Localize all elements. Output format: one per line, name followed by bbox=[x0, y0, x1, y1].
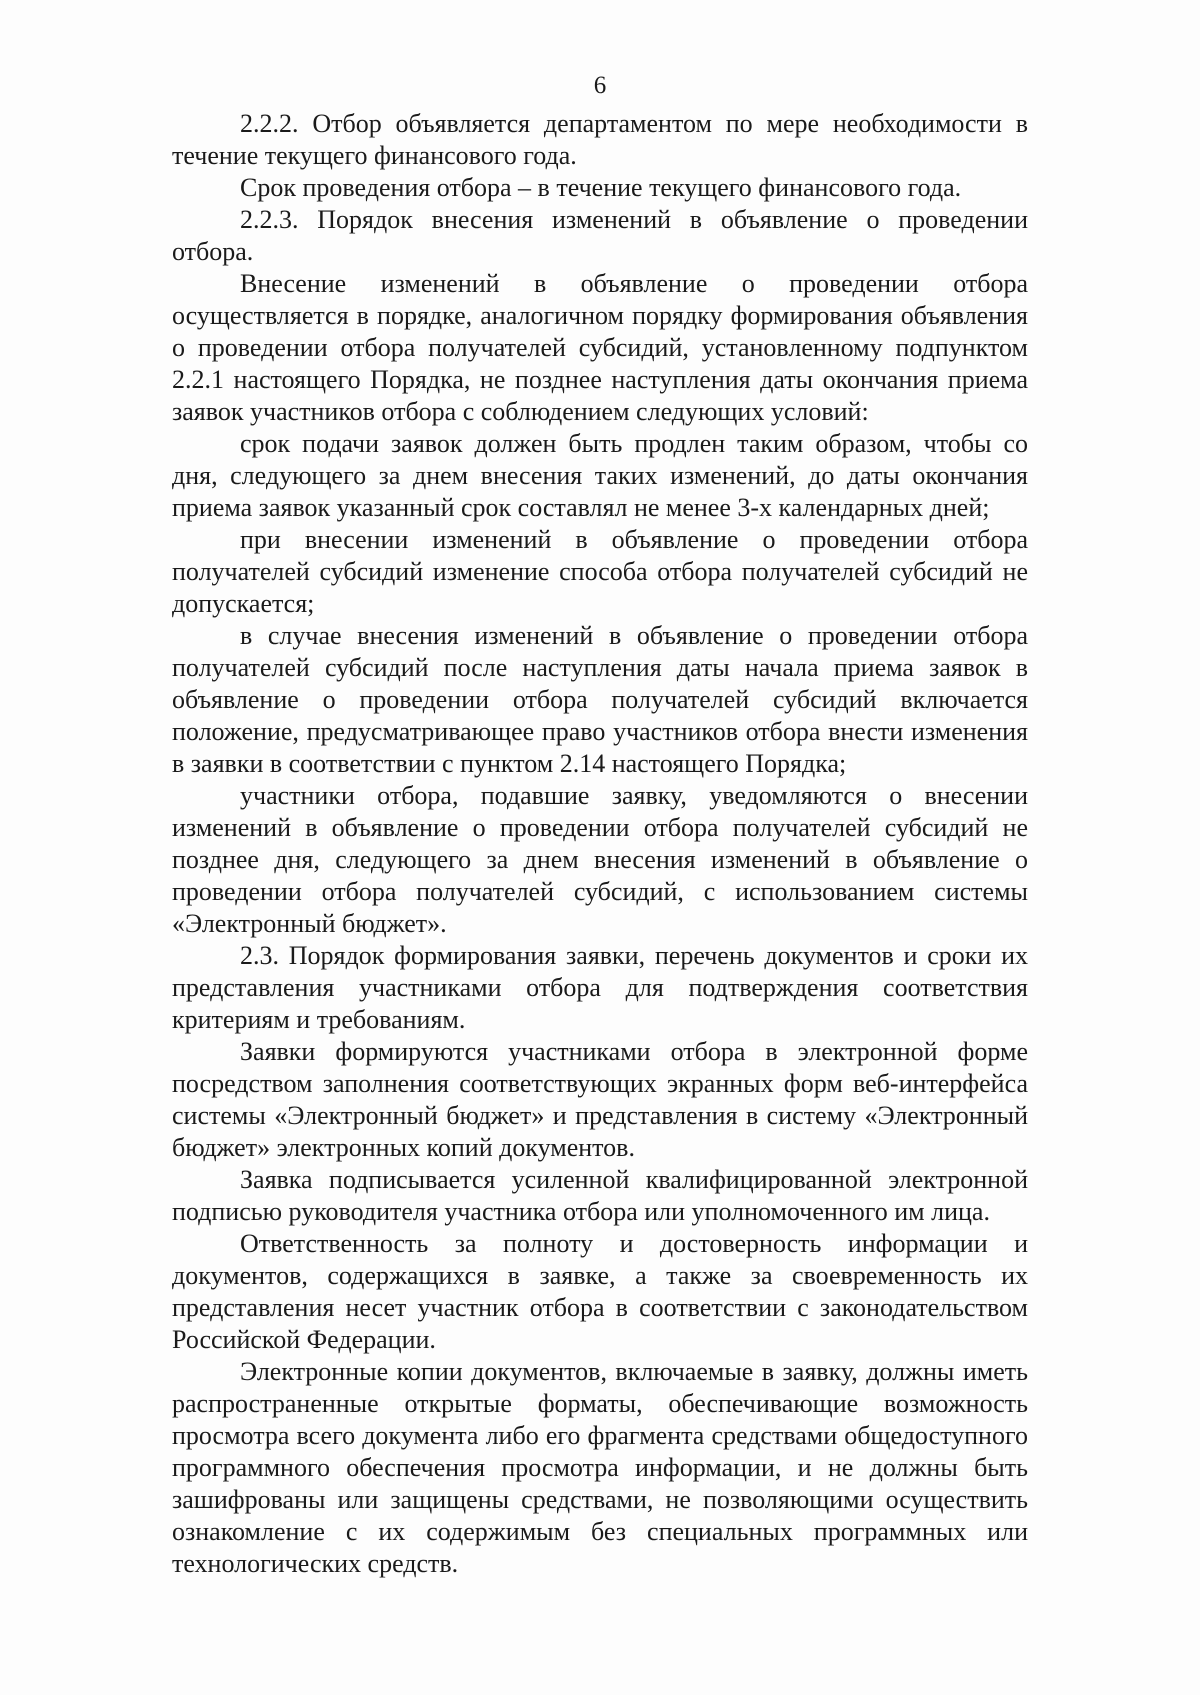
paragraph-application-form: Заявки формируются участниками отбора в электронной форме посредством заполнения соответствующих экранных форм веб-интерфейса системы «Электронный бюджет» и представления в систему «Электронный бюджет» электронных копий документов. bbox=[172, 1037, 1028, 1162]
paragraph-condition-notification: участники отбора, подавшие заявку, уведомляются о внесении изменений в объявление о проведении отбора получателей субсидий не позднее дня, следующего за днем внесения изменений в объявление о проведении отбора получателей субсидий, с использованием системы «Электронный бюджет». bbox=[172, 781, 1028, 938]
paragraph-amendment-procedure: Внесение изменений в объявление о проведении отбора осуществляется в порядке, аналогичном порядку формирования объявления о проведении отбора получателей субсидий, установленному подпунктом 2.2.1 настоящего Порядка, не позднее наступления даты окончания приема заявок участников отбора с соблюдением следующих условий: bbox=[172, 269, 1028, 426]
page-number: 6 bbox=[593, 72, 607, 99]
paragraph-2-3: 2.3. Порядок формирования заявки, перечень документов и сроки их представления участниками отбора для подтверждения соответствия критериям и требованиям. bbox=[172, 941, 1028, 1034]
paragraph-signature: Заявка подписывается усиленной квалифицированной электронной подписью руководителя участника отбора или уполномоченного им лица. bbox=[172, 1165, 1028, 1226]
paragraph-condition-method: при внесении изменений в объявление о проведении отбора получателей субсидий изменение способа отбора получателей субсидий не допускается; bbox=[172, 525, 1028, 618]
document-body bbox=[172, 108, 1028, 1580]
paragraph-condition-deadline: срок подачи заявок должен быть продлен таким образом, чтобы со дня, следующего за днем внесения таких изменений, до даты окончания приема заявок указанный срок составлял не менее 3-х календарных дней; bbox=[172, 429, 1028, 522]
paragraph-2-2-3: 2.2.3. Порядок внесения изменений в объявление о проведении отбора. bbox=[172, 205, 1028, 266]
paragraph-condition-changes: в случае внесения изменений в объявление о проведении отбора получателей субсидий после наступления даты начала приема заявок в объявление о проведении отбора получателей субсидий включается положение, предусматривающее право участников отбора внести изменения в заявки в соответствии с пунктом 2.14 настоящего Порядка; bbox=[172, 621, 1028, 778]
paragraph-responsibility: Ответственность за полноту и достоверность информации и документов, содержащихся в заявке, а также за своевременность их представления несет участник отбора в соответствии с законодательством Российской Федерации. bbox=[172, 1229, 1028, 1354]
paragraph-electronic-copies: Электронные копии документов, включаемые в заявку, должны иметь распространенные открытые форматы, обеспечивающие возможность просмотра всего документа либо его фрагмента средствами общедоступного программного обеспечения просмотра информации, и не должны быть зашифрованы или защищены средствами, не позволяющими осуществить ознакомление с их содержимым без специальных программных или технологических средств. bbox=[172, 1357, 1028, 1578]
paragraph-2-2-2: 2.2.2. Отбор объявляется департаментом по мере необходимости в течение текущего финансового года. bbox=[172, 109, 1028, 170]
paragraph-selection-period: Срок проведения отбора – в течение текущего финансового года. bbox=[240, 173, 962, 202]
